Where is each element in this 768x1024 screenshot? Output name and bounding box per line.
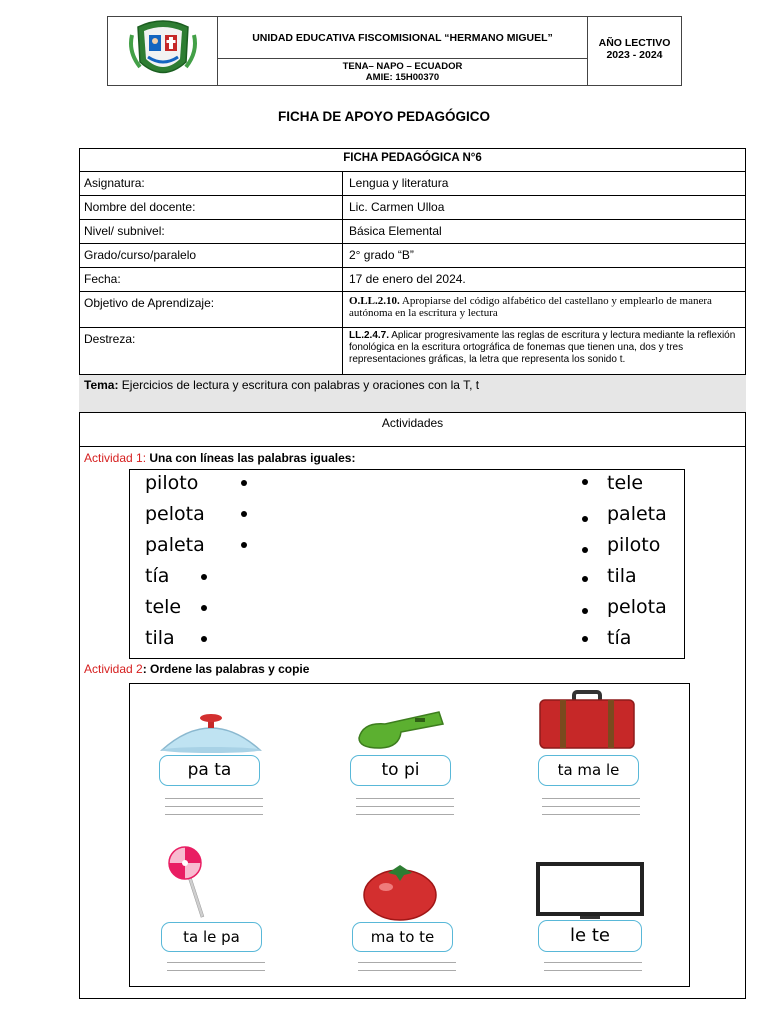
syllable-card: ma to te xyxy=(352,922,453,952)
left-word: pelota xyxy=(145,503,205,525)
row-key: Objetivo de Aprendizaje: xyxy=(84,296,215,310)
writing-line[interactable] xyxy=(356,814,454,815)
tema-label: Tema: xyxy=(84,378,119,392)
writing-line[interactable] xyxy=(356,806,454,807)
right-word: piloto xyxy=(607,534,661,556)
whistle-icon xyxy=(355,708,447,750)
row-value: Lengua y literatura xyxy=(342,172,746,195)
row-key: Fecha: xyxy=(84,272,121,286)
activity-1-instruction: Una con líneas las palabras iguales: xyxy=(149,451,356,465)
row-key: Grado/curso/paralelo xyxy=(84,248,197,262)
syllable-card: ta le pa xyxy=(161,922,262,952)
table-row xyxy=(79,268,746,292)
right-dot[interactable] xyxy=(582,479,588,485)
suitcase-icon xyxy=(538,690,636,750)
right-word: tila xyxy=(607,565,637,587)
lollipop-icon xyxy=(166,845,212,921)
right-word: tele xyxy=(607,472,644,494)
right-dot[interactable] xyxy=(582,516,588,522)
row-key: Destreza: xyxy=(84,332,136,346)
activity-1-label: Actividad 1: xyxy=(84,451,147,465)
table-row xyxy=(79,244,746,268)
syllable-card: le te xyxy=(538,920,642,952)
left-dot[interactable] xyxy=(241,542,247,548)
actividades-row xyxy=(79,413,746,447)
right-word: tía xyxy=(607,627,632,649)
writing-line[interactable] xyxy=(542,806,640,807)
row-key: Nivel/ subnivel: xyxy=(84,224,165,238)
writing-line[interactable] xyxy=(542,798,640,799)
row-key: Nombre del docente: xyxy=(84,200,196,214)
actividades-title: Actividades xyxy=(381,416,444,430)
right-dot[interactable] xyxy=(582,636,588,642)
row-key: Asignatura: xyxy=(84,176,145,190)
left-word: tele xyxy=(145,596,182,618)
left-word: tía xyxy=(145,565,170,587)
left-dot[interactable] xyxy=(201,636,207,642)
activity-1-heading xyxy=(84,451,355,465)
row-value: Lic. Carmen Ulloa xyxy=(342,196,746,219)
left-word: tila xyxy=(145,627,175,649)
left-dot[interactable] xyxy=(201,574,207,580)
lid-icon xyxy=(158,710,264,754)
syllable-card: to pi xyxy=(350,755,451,786)
activity-2-heading xyxy=(84,662,309,676)
writing-line[interactable] xyxy=(165,806,263,807)
right-dot[interactable] xyxy=(582,547,588,553)
syllable-card: pa ta xyxy=(159,755,260,786)
table-title-row xyxy=(79,148,746,172)
objetivo-code: O.LL.2.10. xyxy=(349,295,400,307)
left-word: paleta xyxy=(145,534,205,556)
writing-line[interactable] xyxy=(167,970,265,971)
document-title: FICHA DE APOYO PEDAGÓGICO xyxy=(277,109,491,124)
school-amie: AMIE: 15H00370 xyxy=(365,72,440,83)
tv-icon xyxy=(536,862,644,922)
table-row xyxy=(79,196,746,220)
writing-line[interactable] xyxy=(544,970,642,971)
left-dot[interactable] xyxy=(241,511,247,517)
right-dot[interactable] xyxy=(582,576,588,582)
tema-text: Ejercicios de lectura y escritura con palabras y oraciones con la T, t xyxy=(121,378,480,392)
school-name: UNIDAD EDUCATIVA FISCOMISIONAL “HERMANO MIGUEL” xyxy=(218,17,587,59)
school-location: TENA– NAPO – ECUADOR xyxy=(342,61,463,72)
school-year-label: AÑO LECTIVO xyxy=(598,37,671,49)
tomato-icon xyxy=(360,857,440,921)
right-word: paleta xyxy=(607,503,667,525)
writing-line[interactable] xyxy=(542,814,640,815)
destreza-code: LL.2.4.7. xyxy=(349,330,390,341)
destreza-row xyxy=(79,328,746,375)
row-value: 17 de enero del 2024. xyxy=(342,268,746,291)
right-word: pelota xyxy=(607,596,667,618)
destreza-text: Aplicar progresivamente las reglas de escritura y lectura mediante la reflexión fonológica en la escritura ortográfica de fonemas que tienen una, dos y tres representaciones gráficas, la letra que representa los sonido t. xyxy=(349,330,736,365)
left-word: piloto xyxy=(145,472,199,494)
writing-line[interactable] xyxy=(167,962,265,963)
left-dot[interactable] xyxy=(241,480,247,486)
objetivo-text: Apropiarse del código alfabético del castellano y emplearlo de manera autónoma en la escritura y lectura xyxy=(349,295,712,319)
table-title: FICHA PEDAGÓGICA N°6 xyxy=(343,152,482,164)
writing-line[interactable] xyxy=(165,814,263,815)
school-logo-cell xyxy=(108,17,218,85)
objetivo-row xyxy=(79,292,746,328)
activity-2-instruction: : Ordene las palabras y copie xyxy=(142,662,310,676)
activity-1-box xyxy=(129,469,685,659)
school-header xyxy=(107,16,682,86)
table-row xyxy=(79,220,746,244)
tema-row xyxy=(79,375,746,413)
syllable-card: ta ma le xyxy=(538,755,639,786)
writing-line[interactable] xyxy=(358,962,456,963)
school-year-value: 2023 - 2024 xyxy=(606,49,663,61)
writing-line[interactable] xyxy=(165,798,263,799)
row-value: Básica Elemental xyxy=(342,220,746,243)
writing-line[interactable] xyxy=(544,962,642,963)
writing-line[interactable] xyxy=(356,798,454,799)
table-row xyxy=(79,172,746,196)
activity-2-label: Actividad 2 xyxy=(84,662,143,676)
writing-line[interactable] xyxy=(358,970,456,971)
row-value: 2° grado “B” xyxy=(342,244,746,267)
right-dot[interactable] xyxy=(582,608,588,614)
left-dot[interactable] xyxy=(201,605,207,611)
school-crest-icon xyxy=(108,17,218,85)
